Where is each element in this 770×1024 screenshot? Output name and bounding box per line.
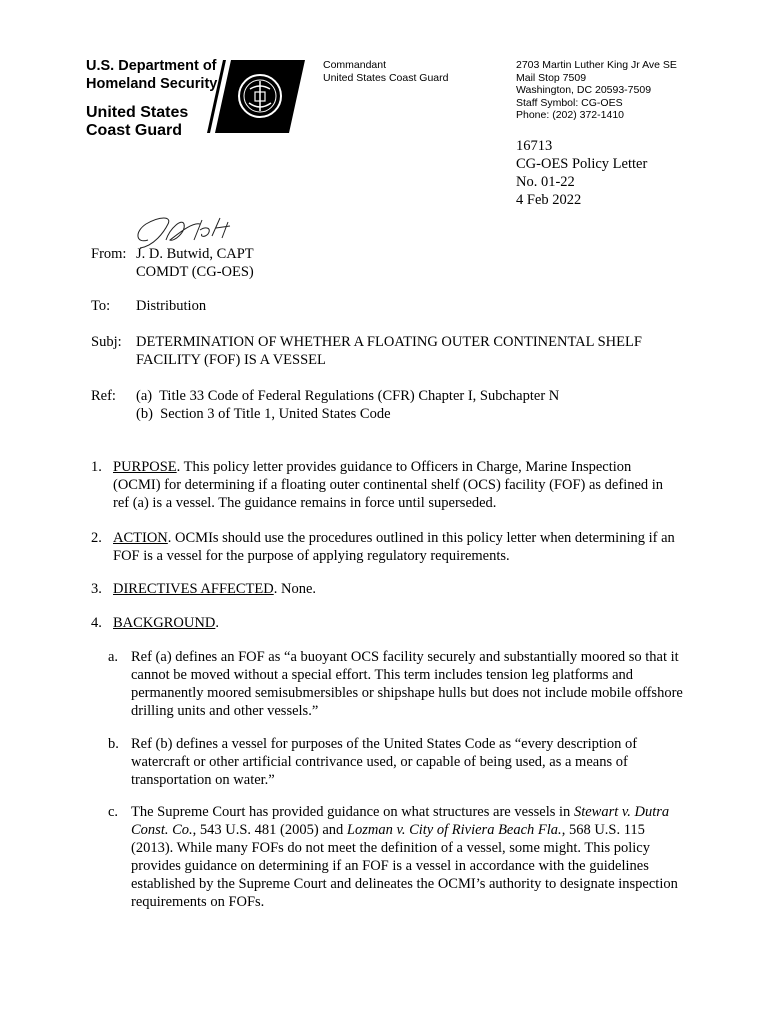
paragraph-number: 3. [91,581,102,597]
department-name [86,57,217,93]
from-office: COMDT (CG-OES) [136,264,254,280]
to-label: To: [91,298,111,314]
subparagraph-a [108,648,683,720]
subparagraph-text [131,803,683,911]
address-line: 2703 Martin Luther King Jr Ave SE [516,59,677,71]
reference-a: (a) Title 33 Code of Federal Regulations (CFR) Chapter I, Subchapter N [136,388,560,404]
paragraph-purpose [91,458,681,512]
text-segment: The Supreme Court has provided guidance on what structures are vessels in [131,804,574,820]
paragraph-action [91,529,681,565]
policy-letter-title: CG-OES Policy Letter [516,156,648,172]
office-line-2: United States Coast Guard [323,71,449,84]
reference-label: Ref: [91,388,116,404]
to-value: Distribution [136,298,207,314]
from-name: J. D. Butwid, CAPT [136,246,254,262]
paragraph-heading: ACTION [113,530,168,546]
subparagraph-c [108,803,683,911]
subparagraph-text: Ref (b) defines a vessel for purposes of the United States Code as “every description of watercraft or other artificial contrivance used, or capable of being used, as a means of transportation on water.” [131,736,638,788]
paragraph-number: 1. [91,459,102,475]
paragraph-directives [91,580,681,598]
case-citation: Lozman v. City of Riviera Beach Fla. [346,822,562,838]
paragraph-heading: DIRECTIVES AFFECTED [113,581,274,597]
text-segment: , 568 U.S. 115 (2013). While many FOFs do not meet the definition of a vessel, some might. This policy provides guidance on determining if an FOF is a vessel in accordance with the guidelines established by the Supreme Court and delineates the OCMI’s authority to designate inspection requirements on FOFs. [131,822,678,910]
ssic-number: 16713 [516,138,553,154]
paragraph-number: 4. [91,615,102,631]
document-date: 4 Feb 2022 [516,192,582,208]
paragraph-text: . None. [273,581,317,597]
subject-label: Subj: [91,334,122,350]
address-block [516,59,677,122]
subject-line-2: FACILITY (FOF) IS A VESSEL [136,352,326,368]
address-line: Mail Stop 7509 [516,71,587,84]
paragraph-background [91,614,681,632]
subparagraph-letter: a. [108,649,119,665]
document-identifiers [516,137,647,209]
dept-line-2: Homeland Security [86,76,218,92]
subparagraph-letter: b. [108,736,119,752]
office-line-1: Commandant [323,59,387,71]
paragraph-text: . OCMIs should use the procedures outlined in this policy letter when determining if an FOF is a vessel for the purpose of applying regulatory requirements. [113,530,675,564]
agency-line-1: United States [86,104,189,121]
phone-number: Phone: (202) 372-1410 [516,109,624,121]
subject-line-1: DETERMINATION OF WHETHER A FLOATING OUTER CONTINENTAL SHELF [136,334,642,350]
text-segment: , 543 U.S. 481 (2005) and [192,822,347,838]
subparagraph-letter: c. [108,804,119,820]
paragraph-number: 2. [91,530,102,546]
case-citation: Stewart v. Dutra Const. Co. [131,804,670,838]
paragraph-text: . This policy letter provides guidance to Officers in Charge, Marine Inspection (OCMI) for determining if a floating outer continental shelf (OCS) facility (FOF) as defined in ref (a) is a vessel. The guidance remains in force until superseded. [113,459,664,511]
policy-letter-number: No. 01-22 [516,174,575,190]
subparagraph-b [108,735,683,789]
reference-b: (b) Section 3 of Title 1, United States Code [136,406,391,422]
from-label: From: [91,246,127,262]
coast-guard-seal-logo [205,59,305,134]
agency-name [86,104,188,140]
paragraph-heading: BACKGROUND [113,615,216,631]
dept-line-1: U.S. Department of [86,58,217,74]
paragraph-heading: PURPOSE [113,459,177,475]
agency-line-2: Coast Guard [86,122,183,139]
staff-symbol: Staff Symbol: CG-OES [516,96,623,109]
paragraph-text: . [215,615,219,631]
office-block [323,59,448,84]
subparagraph-text: Ref (a) defines an FOF as “a buoyant OCS facility securely and substantially moored so that it cannot be moved without a special effort. This term includes tension leg platforms and permanently moored semisubmersibles or shipshape hulls but does not include mobile offshore drilling units and other vessels.” [131,649,683,719]
address-line: Washington, DC 20593-7509 [516,84,652,96]
